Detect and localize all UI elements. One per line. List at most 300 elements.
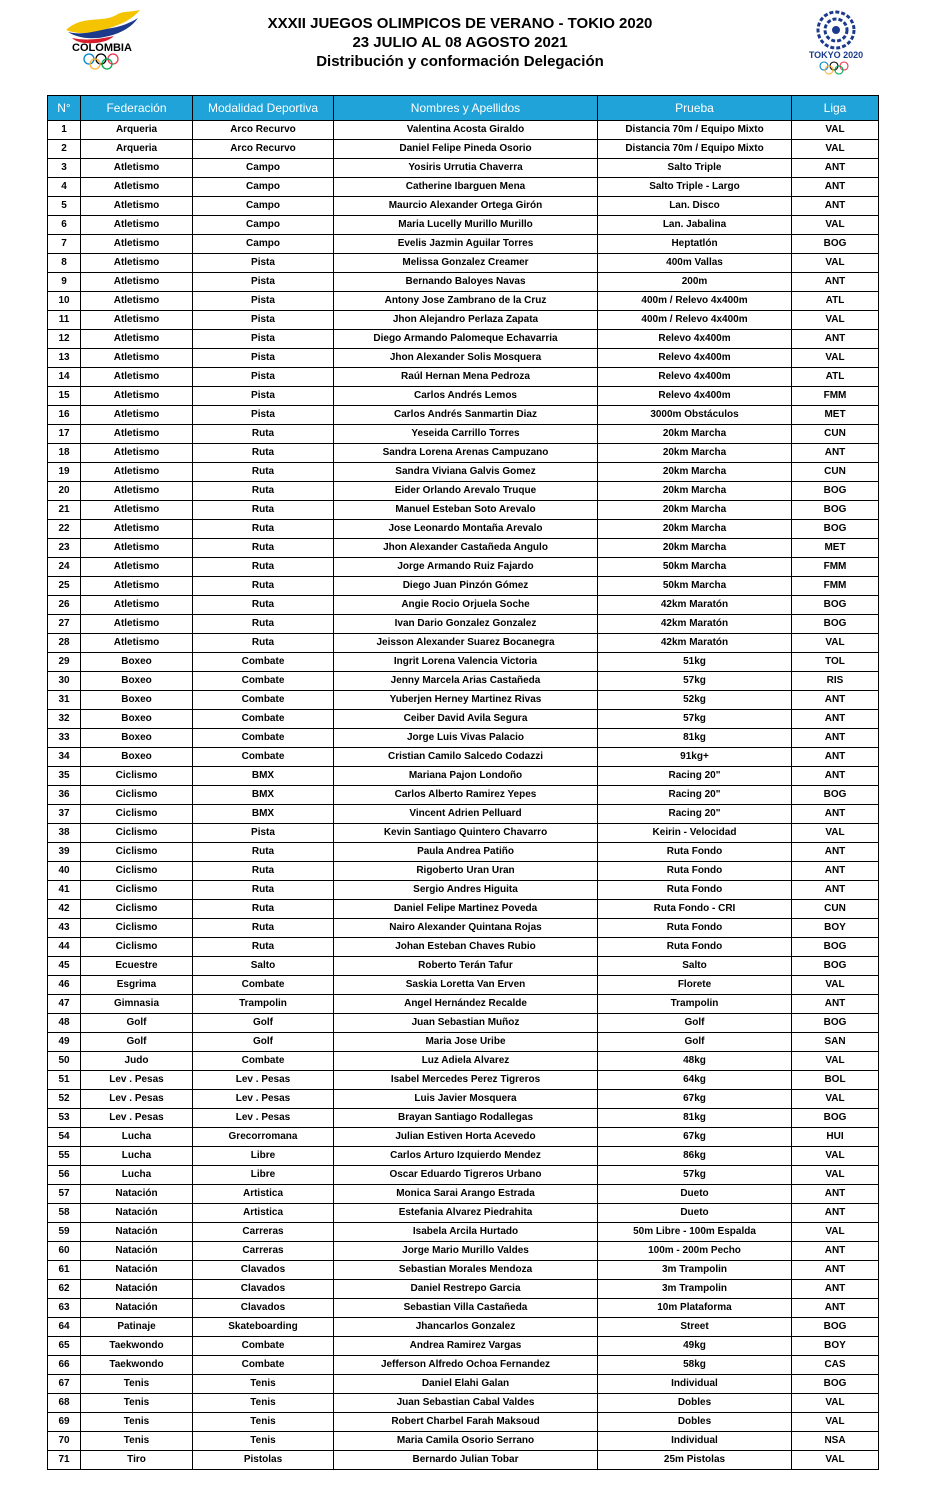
cell-liga: VAL (792, 1413, 879, 1432)
cell-number: 28 (48, 634, 81, 653)
cell-federacion: Ciclismo (81, 824, 193, 843)
cell-federacion: Atletismo (81, 197, 193, 216)
cell-nombre: Isabel Mercedes Perez Tigreros (334, 1071, 598, 1090)
cell-liga: ANT (792, 1299, 879, 1318)
cell-nombre: Saskia Loretta Van Erven (334, 976, 598, 995)
cell-liga: BOG (792, 520, 879, 539)
cell-number: 13 (48, 349, 81, 368)
cell-nombre: Carlos Arturo Izquierdo Mendez (334, 1147, 598, 1166)
table-row (48, 805, 879, 824)
cell-modalidad: Clavados (193, 1299, 334, 1318)
cell-number: 69 (48, 1413, 81, 1432)
cell-nombre: Manuel Esteban Soto Arevalo (334, 501, 598, 520)
cell-federacion: Tenis (81, 1413, 193, 1432)
cell-federacion: Atletismo (81, 539, 193, 558)
cell-liga: VAL (792, 254, 879, 273)
cell-modalidad: Tenis (193, 1413, 334, 1432)
table-row (48, 368, 879, 387)
cell-nombre: Maurcio Alexander Ortega Girón (334, 197, 598, 216)
cell-modalidad: Ruta (193, 634, 334, 653)
cell-federacion: Atletismo (81, 254, 193, 273)
col-header-prueba: Prueba (598, 96, 792, 121)
table-row (48, 121, 879, 140)
cell-modalidad: Campo (193, 235, 334, 254)
cell-federacion: Natación (81, 1185, 193, 1204)
table-row (48, 691, 879, 710)
cell-modalidad: Ruta (193, 881, 334, 900)
cell-federacion: Atletismo (81, 615, 193, 634)
col-header-modalidad: Modalidad Deportiva (193, 96, 334, 121)
cell-federacion: Atletismo (81, 216, 193, 235)
cell-prueba: Lan. Disco (598, 197, 792, 216)
cell-number: 6 (48, 216, 81, 235)
cell-modalidad: Combate (193, 672, 334, 691)
table-row (48, 197, 879, 216)
table-row (48, 1394, 879, 1413)
cell-prueba: Dueto (598, 1185, 792, 1204)
table-row (48, 1109, 879, 1128)
cell-prueba: Individual (598, 1375, 792, 1394)
cell-liga: BOL (792, 1071, 879, 1090)
cell-nombre: Vincent Adrien Pelluard (334, 805, 598, 824)
cell-number: 62 (48, 1280, 81, 1299)
table-row (48, 1432, 879, 1451)
cell-modalidad: Carreras (193, 1223, 334, 1242)
cell-liga: HUI (792, 1128, 879, 1147)
table-row (48, 634, 879, 653)
cell-liga: ANT (792, 1204, 879, 1223)
cell-modalidad: Pista (193, 387, 334, 406)
table-row (48, 824, 879, 843)
cell-liga: BOG (792, 615, 879, 634)
cell-federacion: Natación (81, 1299, 193, 1318)
cell-federacion: Tenis (81, 1394, 193, 1413)
table-row (48, 957, 879, 976)
table-row (48, 1318, 879, 1337)
cell-nombre: Yeseida Carrillo Torres (334, 425, 598, 444)
cell-liga: CAS (792, 1356, 879, 1375)
cell-number: 42 (48, 900, 81, 919)
table-row (48, 349, 879, 368)
cell-prueba: 50m Libre - 100m Espalda (598, 1223, 792, 1242)
col-header-number: N° (48, 96, 81, 121)
cell-federacion: Natación (81, 1223, 193, 1242)
cell-federacion: Atletismo (81, 349, 193, 368)
table-row (48, 1071, 879, 1090)
cell-liga: ANT (792, 197, 879, 216)
cell-prueba: 52kg (598, 691, 792, 710)
cell-modalidad: Ruta (193, 900, 334, 919)
cell-prueba: 67kg (598, 1128, 792, 1147)
cell-modalidad: Combate (193, 729, 334, 748)
cell-prueba: 86kg (598, 1147, 792, 1166)
cell-modalidad: Clavados (193, 1261, 334, 1280)
cell-federacion: Lucha (81, 1128, 193, 1147)
cell-modalidad: BMX (193, 786, 334, 805)
cell-nombre: Kevin Santiago Quintero Chavarro (334, 824, 598, 843)
cell-number: 21 (48, 501, 81, 520)
cell-nombre: Antony Jose Zambrano de la Cruz (334, 292, 598, 311)
cell-federacion: Natación (81, 1280, 193, 1299)
table-row (48, 178, 879, 197)
cell-modalidad: Lev . Pesas (193, 1090, 334, 1109)
table-row (48, 330, 879, 349)
cell-nombre: Ingrit Lorena Valencia Victoria (334, 653, 598, 672)
table-row (48, 406, 879, 425)
cell-federacion: Atletismo (81, 387, 193, 406)
cell-liga: VAL (792, 140, 879, 159)
cell-nombre: Angel Hernández Recalde (334, 995, 598, 1014)
cell-prueba: 49kg (598, 1337, 792, 1356)
cell-nombre: Julian Estiven Horta Acevedo (334, 1128, 598, 1147)
table-row (48, 1413, 879, 1432)
table-row (48, 558, 879, 577)
col-header-federacion: Federación (81, 96, 193, 121)
cell-nombre: Evelis Jazmin Aguilar Torres (334, 235, 598, 254)
cell-liga: CUN (792, 425, 879, 444)
cell-number: 31 (48, 691, 81, 710)
cell-number: 8 (48, 254, 81, 273)
cell-liga: ANT (792, 748, 879, 767)
cell-prueba: 48kg (598, 1052, 792, 1071)
cell-number: 63 (48, 1299, 81, 1318)
cell-number: 44 (48, 938, 81, 957)
cell-prueba: 57kg (598, 1166, 792, 1185)
cell-liga: FMM (792, 577, 879, 596)
cell-nombre: Jefferson Alfredo Ochoa Fernandez (334, 1356, 598, 1375)
cell-nombre: Ivan Dario Gonzalez Gonzalez (334, 615, 598, 634)
table-row (48, 387, 879, 406)
cell-prueba: 81kg (598, 1109, 792, 1128)
cell-liga: VAL (792, 1147, 879, 1166)
cell-modalidad: Pista (193, 368, 334, 387)
cell-prueba: Relevo 4x400m (598, 330, 792, 349)
cell-prueba: 50km Marcha (598, 577, 792, 596)
cell-liga: ANT (792, 881, 879, 900)
cell-nombre: Sandra Viviana Galvis Gomez (334, 463, 598, 482)
cell-liga: MET (792, 539, 879, 558)
cell-modalidad: Lev . Pesas (193, 1071, 334, 1090)
cell-modalidad: Ruta (193, 425, 334, 444)
cell-modalidad: Combate (193, 1337, 334, 1356)
cell-liga: CUN (792, 463, 879, 482)
cell-number: 23 (48, 539, 81, 558)
cell-prueba: 20km Marcha (598, 444, 792, 463)
table-row (48, 653, 879, 672)
cell-prueba: Racing 20" (598, 805, 792, 824)
table-row (48, 273, 879, 292)
cell-federacion: Ecuestre (81, 957, 193, 976)
colombia-logo-text: COLOMBIA (72, 42, 132, 54)
cell-liga: ANT (792, 330, 879, 349)
cell-number: 43 (48, 919, 81, 938)
cell-prueba: Salto Triple - Largo (598, 178, 792, 197)
table-row (48, 254, 879, 273)
cell-nombre: Sergio Andres Higuita (334, 881, 598, 900)
cell-modalidad: Ruta (193, 596, 334, 615)
cell-federacion: Natación (81, 1204, 193, 1223)
cell-nombre: Robert Charbel Farah Maksoud (334, 1413, 598, 1432)
cell-number: 17 (48, 425, 81, 444)
cell-nombre: Maria Jose Uribe (334, 1033, 598, 1052)
cell-prueba: 400m Vallas (598, 254, 792, 273)
cell-nombre: Monica Sarai Arango Estrada (334, 1185, 598, 1204)
cell-liga: ANT (792, 1242, 879, 1261)
cell-federacion: Lucha (81, 1166, 193, 1185)
cell-number: 47 (48, 995, 81, 1014)
cell-prueba: 200m (598, 273, 792, 292)
table-row (48, 1223, 879, 1242)
table-row (48, 1185, 879, 1204)
cell-liga: TOL (792, 653, 879, 672)
cell-liga: ATL (792, 368, 879, 387)
cell-liga: ANT (792, 843, 879, 862)
cell-number: 10 (48, 292, 81, 311)
cell-prueba: 25m Pistolas (598, 1451, 792, 1470)
table-row (48, 1356, 879, 1375)
cell-nombre: Carlos Alberto Ramirez Yepes (334, 786, 598, 805)
cell-nombre: Jhancarlos Gonzalez (334, 1318, 598, 1337)
cell-nombre: Sebastian Morales Mendoza (334, 1261, 598, 1280)
cell-federacion: Ciclismo (81, 805, 193, 824)
cell-federacion: Boxeo (81, 672, 193, 691)
cell-nombre: Juan Sebastian Cabal Valdes (334, 1394, 598, 1413)
table-row (48, 596, 879, 615)
cell-liga: BOG (792, 938, 879, 957)
title-line-2: 23 JULIO AL 08 AGOSTO 2021 (352, 34, 568, 51)
cell-modalidad: Artistica (193, 1185, 334, 1204)
cell-number: 67 (48, 1375, 81, 1394)
header-row (48, 96, 879, 121)
cell-modalidad: Pista (193, 824, 334, 843)
cell-liga: CUN (792, 900, 879, 919)
cell-liga: VAL (792, 349, 879, 368)
cell-number: 70 (48, 1432, 81, 1451)
cell-prueba: Ruta Fondo (598, 919, 792, 938)
tokyo-2020-logo (804, 8, 868, 76)
cell-modalidad: Salto (193, 957, 334, 976)
cell-federacion: Ciclismo (81, 900, 193, 919)
cell-number: 34 (48, 748, 81, 767)
cell-liga: ANT (792, 1280, 879, 1299)
cell-nombre: Jhon Alexander Solis Mosquera (334, 349, 598, 368)
table-row (48, 1299, 879, 1318)
tokyo-logo-text: TOKYO 2020 (808, 50, 864, 60)
cell-nombre: Daniel Felipe Martinez Poveda (334, 900, 598, 919)
cell-prueba: 20km Marcha (598, 520, 792, 539)
cell-modalidad: Golf (193, 1033, 334, 1052)
cell-liga: BOG (792, 1375, 879, 1394)
cell-prueba: Ruta Fondo (598, 862, 792, 881)
cell-number: 15 (48, 387, 81, 406)
cell-federacion: Arqueria (81, 140, 193, 159)
cell-federacion: Ciclismo (81, 862, 193, 881)
cell-number: 54 (48, 1128, 81, 1147)
title-line-3: Distribución y conformación Delegación (316, 53, 604, 70)
cell-modalidad: Campo (193, 216, 334, 235)
cell-liga: ANT (792, 767, 879, 786)
cell-federacion: Lev . Pesas (81, 1109, 193, 1128)
cell-modalidad: Combate (193, 691, 334, 710)
cell-number: 59 (48, 1223, 81, 1242)
cell-liga: ANT (792, 805, 879, 824)
cell-federacion: Atletismo (81, 406, 193, 425)
table-row (48, 1204, 879, 1223)
cell-nombre: Valentina Acosta Giraldo (334, 121, 598, 140)
document-header (0, 0, 950, 95)
cell-prueba: 42km Maratón (598, 634, 792, 653)
cell-number: 5 (48, 197, 81, 216)
cell-modalidad: Arco Recurvo (193, 140, 334, 159)
table-row (48, 786, 879, 805)
cell-liga: VAL (792, 216, 879, 235)
cell-number: 27 (48, 615, 81, 634)
cell-federacion: Arqueria (81, 121, 193, 140)
cell-modalidad: Combate (193, 976, 334, 995)
cell-number: 40 (48, 862, 81, 881)
cell-prueba: 20km Marcha (598, 501, 792, 520)
cell-prueba: Salto (598, 957, 792, 976)
cell-modalidad: Lev . Pesas (193, 1109, 334, 1128)
table-row (48, 995, 879, 1014)
cell-liga: VAL (792, 634, 879, 653)
table-row (48, 938, 879, 957)
table-row (48, 1337, 879, 1356)
cell-federacion: Natación (81, 1261, 193, 1280)
cell-liga: ANT (792, 1261, 879, 1280)
cell-prueba: Relevo 4x400m (598, 387, 792, 406)
cell-modalidad: Ruta (193, 539, 334, 558)
cell-prueba: Heptatlón (598, 235, 792, 254)
cell-number: 55 (48, 1147, 81, 1166)
table-row (48, 140, 879, 159)
cell-federacion: Atletismo (81, 330, 193, 349)
cell-prueba: Distancia 70m / Equipo Mixto (598, 140, 792, 159)
cell-federacion: Ciclismo (81, 767, 193, 786)
cell-prueba: Relevo 4x400m (598, 349, 792, 368)
table-row (48, 501, 879, 520)
table-row (48, 1375, 879, 1394)
cell-liga: ANT (792, 1185, 879, 1204)
cell-liga: BOG (792, 596, 879, 615)
cell-modalidad: Pista (193, 349, 334, 368)
cell-number: 22 (48, 520, 81, 539)
cell-number: 61 (48, 1261, 81, 1280)
cell-federacion: Judo (81, 1052, 193, 1071)
cell-nombre: Jose Leonardo Montaña Arevalo (334, 520, 598, 539)
cell-liga: BOG (792, 235, 879, 254)
cell-modalidad: Pista (193, 330, 334, 349)
cell-federacion: Atletismo (81, 463, 193, 482)
cell-prueba: 67kg (598, 1090, 792, 1109)
table-row (48, 710, 879, 729)
cell-nombre: Catherine Ibarguen Mena (334, 178, 598, 197)
cell-nombre: Jorge Mario Murillo Valdes (334, 1242, 598, 1261)
table-row (48, 900, 879, 919)
cell-number: 4 (48, 178, 81, 197)
cell-prueba: Dobles (598, 1394, 792, 1413)
cell-number: 60 (48, 1242, 81, 1261)
cell-number: 12 (48, 330, 81, 349)
cell-number: 36 (48, 786, 81, 805)
cell-nombre: Daniel Restrepo Garcia (334, 1280, 598, 1299)
cell-liga: VAL (792, 1052, 879, 1071)
cell-prueba: 20km Marcha (598, 482, 792, 501)
cell-prueba: Ruta Fondo (598, 938, 792, 957)
cell-federacion: Lev . Pesas (81, 1071, 193, 1090)
cell-federacion: Atletismo (81, 273, 193, 292)
table-row (48, 1090, 879, 1109)
cell-number: 56 (48, 1166, 81, 1185)
cell-modalidad: Libre (193, 1166, 334, 1185)
cell-modalidad: Pistolas (193, 1451, 334, 1470)
table-row (48, 159, 879, 178)
cell-federacion: Taekwondo (81, 1356, 193, 1375)
cell-prueba: 20km Marcha (598, 425, 792, 444)
cell-liga: VAL (792, 1223, 879, 1242)
cell-federacion: Tenis (81, 1432, 193, 1451)
cell-prueba: Racing 20" (598, 767, 792, 786)
cell-liga: ANT (792, 159, 879, 178)
cell-number: 48 (48, 1014, 81, 1033)
title-line-1: XXXII JUEGOS OLIMPICOS DE VERANO - TOKIO 2020 (267, 15, 653, 32)
cell-prueba: Ruta Fondo - CRI (598, 900, 792, 919)
cell-nombre: Johan Esteban Chaves Rubio (334, 938, 598, 957)
table-row (48, 767, 879, 786)
cell-number: 38 (48, 824, 81, 843)
table-row (48, 292, 879, 311)
cell-liga: BOG (792, 482, 879, 501)
cell-federacion: Lev . Pesas (81, 1090, 193, 1109)
cell-prueba: 42km Maratón (598, 596, 792, 615)
cell-federacion: Atletismo (81, 368, 193, 387)
cell-modalidad: Trampolin (193, 995, 334, 1014)
cell-modalidad: Golf (193, 1014, 334, 1033)
cell-federacion: Golf (81, 1033, 193, 1052)
cell-prueba: 10m Plataforma (598, 1299, 792, 1318)
cell-federacion: Gimnasia (81, 995, 193, 1014)
cell-nombre: Brayan Santiago Rodallegas (334, 1109, 598, 1128)
cell-prueba: Ruta Fondo (598, 881, 792, 900)
cell-prueba: Golf (598, 1033, 792, 1052)
cell-number: 11 (48, 311, 81, 330)
cell-federacion: Ciclismo (81, 881, 193, 900)
cell-federacion: Ciclismo (81, 786, 193, 805)
cell-number: 57 (48, 1185, 81, 1204)
cell-federacion: Tiro (81, 1451, 193, 1470)
cell-federacion: Ciclismo (81, 843, 193, 862)
cell-number: 51 (48, 1071, 81, 1090)
cell-federacion: Boxeo (81, 691, 193, 710)
table-body (48, 121, 879, 1470)
cell-liga: ANT (792, 273, 879, 292)
cell-number: 9 (48, 273, 81, 292)
table-row (48, 482, 879, 501)
col-header-nombres: Nombres y Apellidos (334, 96, 598, 121)
cell-nombre: Bernando Baloyes Navas (334, 273, 598, 292)
cell-modalidad: Artistica (193, 1204, 334, 1223)
cell-modalidad: BMX (193, 805, 334, 824)
cell-federacion: Ciclismo (81, 938, 193, 957)
cell-number: 29 (48, 653, 81, 672)
cell-prueba: 57kg (598, 672, 792, 691)
cell-liga: VAL (792, 121, 879, 140)
cell-liga: ANT (792, 862, 879, 881)
cell-federacion: Boxeo (81, 710, 193, 729)
cell-nombre: Carlos Andrés Lemos (334, 387, 598, 406)
cell-federacion: Atletismo (81, 634, 193, 653)
cell-number: 33 (48, 729, 81, 748)
